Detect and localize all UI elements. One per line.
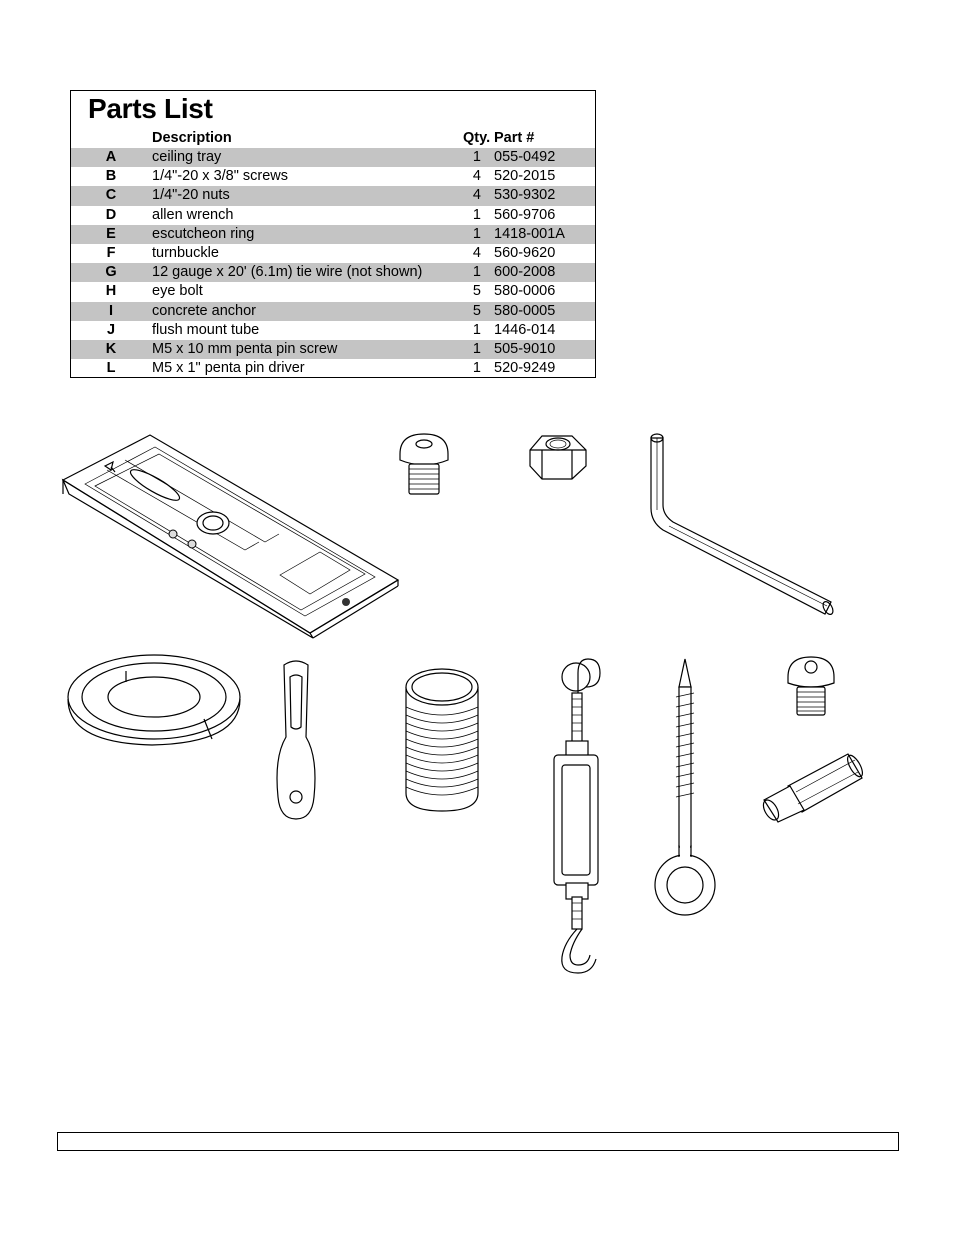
table-row <box>71 148 595 167</box>
row-description: 12 gauge x 20' (6.1m) tie wire (not shown) <box>152 264 423 281</box>
row-description: flush mount tube <box>152 321 260 338</box>
flush-mount-tube-drawing <box>402 665 482 815</box>
row-qty: 1 <box>472 340 481 357</box>
row-letter: C <box>105 187 117 204</box>
row-qty: 4 <box>472 168 481 185</box>
row-description: M5 x 1" penta pin driver <box>152 360 305 377</box>
row-part-number: 530-9302 <box>494 187 556 204</box>
allen-wrench-drawing <box>645 430 845 620</box>
row-qty: 1 <box>472 321 481 338</box>
table-row <box>71 282 595 301</box>
row-part-number: 1446-014 <box>494 321 556 338</box>
hex-nut-drawing <box>526 432 590 482</box>
row-letter: L <box>106 360 116 377</box>
table-row <box>71 263 595 282</box>
row-description: 1/4"-20 nuts <box>152 187 230 204</box>
row-description: M5 x 10 mm penta pin screw <box>152 340 338 357</box>
row-letter: E <box>106 225 116 242</box>
ceiling-tray-drawing <box>55 430 405 640</box>
row-description: eye bolt <box>152 283 203 300</box>
row-letter: F <box>106 244 116 261</box>
row-description: turnbuckle <box>152 244 219 261</box>
row-qty: 1 <box>472 264 481 281</box>
row-part-number: 055-0492 <box>494 149 556 165</box>
row-part-number: 560-9620 <box>494 244 556 261</box>
row-qty: 4 <box>472 187 481 204</box>
eye-bolt-drawing <box>652 657 718 929</box>
table-row <box>71 225 595 244</box>
row-part-number: 520-9249 <box>494 360 556 377</box>
turnbuckle-drawing <box>544 653 610 979</box>
header-description: Description <box>152 130 232 146</box>
table-row <box>71 321 595 340</box>
parts-list-table <box>70 90 596 378</box>
pin-driver-handle-drawing <box>272 657 322 823</box>
row-part-number: 520-2015 <box>494 168 556 185</box>
row-letter: D <box>105 206 117 223</box>
row-part-number: 580-0006 <box>494 283 556 300</box>
row-qty: 5 <box>472 302 481 319</box>
row-description: 1/4"-20 x 3/8" screws <box>152 168 289 185</box>
header-part-number: Part # <box>494 130 535 146</box>
table-row <box>71 186 595 205</box>
row-letter: H <box>105 283 117 300</box>
row-description: ceiling tray <box>152 149 222 165</box>
row-letter: G <box>105 264 117 281</box>
table-row <box>71 302 595 321</box>
table-row <box>71 206 595 225</box>
row-letter: I <box>108 302 114 319</box>
row-qty: 1 <box>472 149 481 165</box>
table-row <box>71 167 595 186</box>
parts-list-title: Parts List <box>88 93 213 124</box>
row-qty: 1 <box>472 225 481 242</box>
row-qty: 5 <box>472 283 481 300</box>
row-description: escutcheon ring <box>152 225 255 242</box>
table-row <box>71 244 595 263</box>
row-qty: 1 <box>472 360 481 377</box>
row-part-number: 600-2008 <box>494 264 556 281</box>
row-part-number: 580-0005 <box>494 302 556 319</box>
table-row <box>71 340 595 359</box>
row-part-number: 505-9010 <box>494 340 556 357</box>
row-description: allen wrench <box>152 206 234 223</box>
row-letter: J <box>106 321 116 338</box>
row-description: concrete anchor <box>152 302 256 319</box>
escutcheon-ring-drawing <box>64 653 244 749</box>
row-letter: A <box>105 149 117 165</box>
row-part-number: 1418-001A <box>494 225 565 242</box>
row-qty: 1 <box>472 206 481 223</box>
row-qty: 4 <box>472 244 481 261</box>
parts-rows <box>71 148 595 378</box>
footer-bar <box>57 1132 899 1151</box>
header-qty: Qty. <box>463 130 491 146</box>
row-letter: B <box>105 168 117 185</box>
penta-pin-screw-drawing <box>785 655 839 719</box>
penta-pin-driver-bit-drawing <box>760 748 866 824</box>
button-screw-drawing <box>396 432 454 496</box>
row-part-number: 560-9706 <box>494 206 556 223</box>
table-row <box>71 359 595 378</box>
row-letter: K <box>105 340 117 357</box>
